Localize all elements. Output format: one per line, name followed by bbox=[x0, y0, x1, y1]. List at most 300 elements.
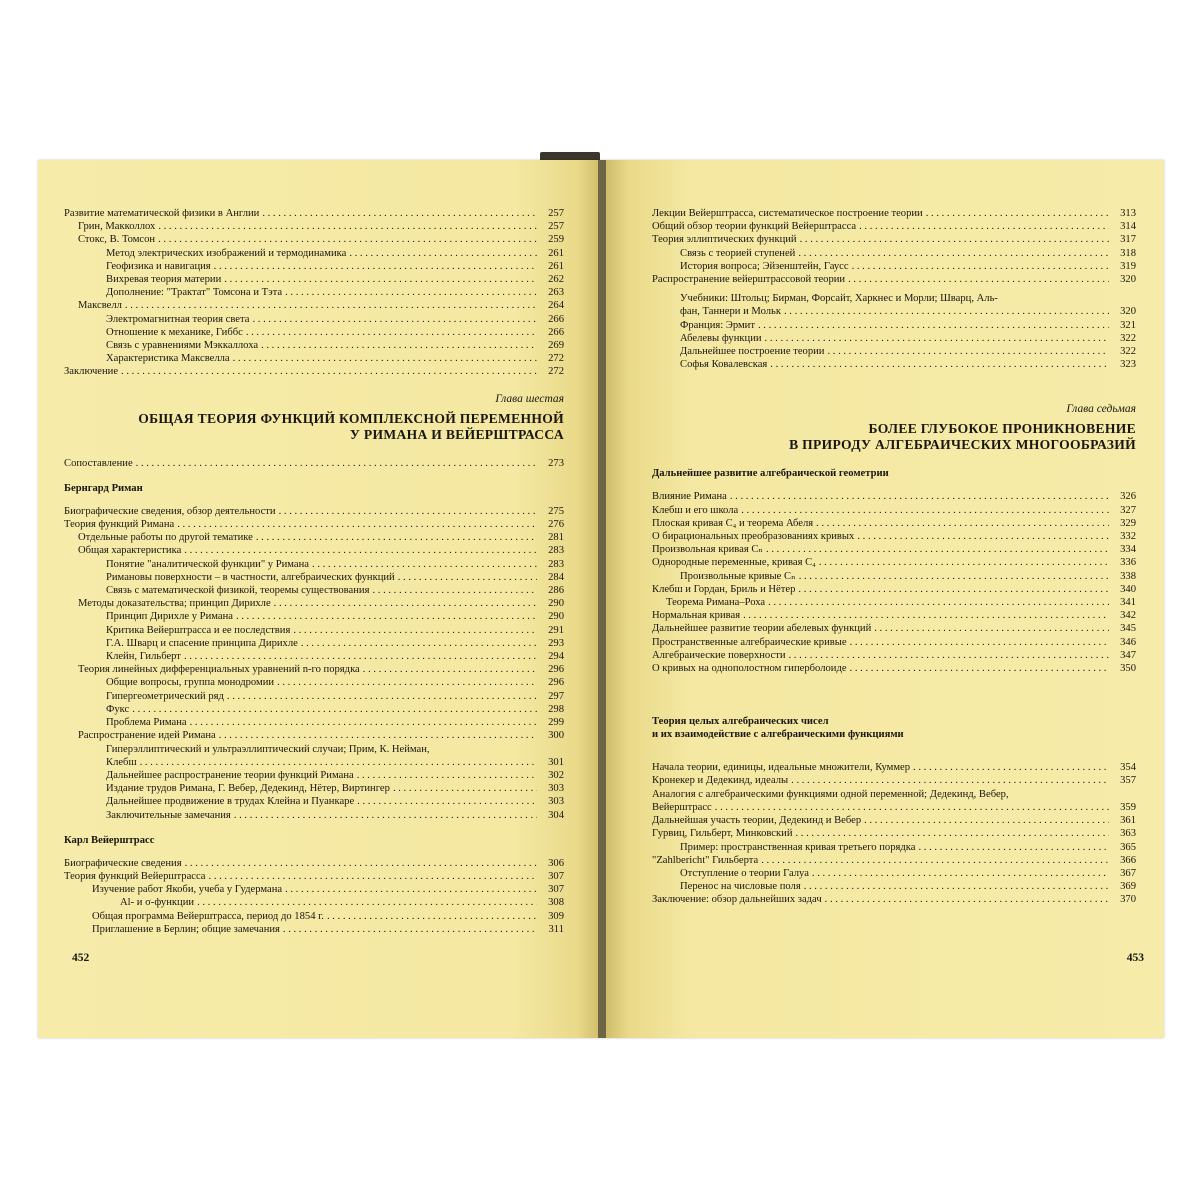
entry-title: Г.А. Шварц и спасение принципа Дирихле bbox=[106, 637, 298, 649]
entry-title: Влияние Римана bbox=[652, 491, 727, 503]
dot-leader bbox=[859, 220, 1109, 233]
entry-title: Клебш bbox=[106, 756, 137, 768]
entry-title: Пример: пространственная кривая третьего порядка bbox=[680, 841, 916, 853]
entry-title: Дополнение: "Трактат" Томсона и Тэта bbox=[106, 287, 283, 299]
dot-leader bbox=[301, 637, 537, 650]
entry-page: 320 bbox=[1120, 306, 1136, 318]
entry-page: 370 bbox=[1120, 894, 1136, 906]
entry-page: 361 bbox=[1120, 815, 1136, 827]
entry-page: 283 bbox=[548, 545, 564, 557]
toc-entry bbox=[652, 530, 1136, 543]
dot-leader bbox=[252, 313, 537, 326]
toc-entry bbox=[652, 332, 1136, 345]
entry-title: Произвольные кривые Cₙ bbox=[680, 570, 796, 582]
entry-title: Дальнейшее распространение теории функций Римана bbox=[106, 769, 354, 781]
toc-entry bbox=[652, 814, 1136, 827]
toc-entry bbox=[64, 795, 564, 808]
dot-leader bbox=[850, 662, 1109, 675]
section-heading: Карл Вейерштрасс bbox=[64, 834, 155, 846]
entry-title: Издание трудов Римана, Г. Вебер, Дедекинд, Нётер, Виртингер bbox=[106, 783, 390, 795]
dot-leader bbox=[125, 299, 537, 312]
entry-page: 357 bbox=[1120, 775, 1136, 787]
entry-title: Софья Ковалевская bbox=[680, 359, 768, 371]
dot-leader bbox=[363, 663, 537, 676]
entry-title: Абелевы функции bbox=[680, 332, 762, 344]
left-page bbox=[38, 160, 600, 1038]
entry-page: 296 bbox=[548, 677, 564, 689]
entry-page: 286 bbox=[548, 585, 564, 597]
right-toc bbox=[652, 207, 1136, 907]
entry-title: Нормальная кривая bbox=[652, 610, 741, 622]
entry-page: 365 bbox=[1120, 841, 1136, 853]
entry-title: Дальнейшая участь теории, Дедекинд и Вебер bbox=[652, 815, 862, 827]
entry-title: Электромагнитная теория света bbox=[106, 313, 250, 325]
entry-page: 259 bbox=[548, 234, 564, 246]
dot-leader bbox=[874, 622, 1109, 635]
entry-page: 261 bbox=[548, 247, 564, 259]
dot-leader bbox=[789, 649, 1110, 662]
entry-page: 332 bbox=[1120, 531, 1136, 543]
entry-title: О кривых на однополостном гиперболоиде bbox=[652, 663, 847, 675]
entry-page: 321 bbox=[1120, 319, 1136, 331]
entry-page: 303 bbox=[548, 796, 564, 808]
entry-page: 317 bbox=[1120, 234, 1136, 246]
entry-title: Приглашение в Берлин; общие замечания bbox=[92, 923, 280, 935]
entry-title: Общая характеристика bbox=[78, 545, 182, 557]
toc-entry bbox=[652, 273, 1136, 286]
toc-entry bbox=[652, 622, 1136, 635]
chapter-label: Глава седьмая bbox=[1066, 403, 1136, 416]
entry-page: 297 bbox=[548, 690, 564, 702]
dot-leader bbox=[185, 857, 537, 870]
toc-entry bbox=[652, 504, 1136, 517]
entry-title: Характеристика Максвелла bbox=[106, 353, 230, 365]
entry-page: 257 bbox=[548, 208, 564, 219]
entry-page: 266 bbox=[548, 313, 564, 325]
entry-page: 322 bbox=[1120, 346, 1136, 358]
toc-entry bbox=[64, 910, 564, 923]
toc-entry: Учебники: Штольц; Бирман, Форсайт, Харкнес и Морли; Шварц, Аль- bbox=[680, 293, 998, 305]
entry-page: 314 bbox=[1120, 221, 1136, 233]
toc-entry bbox=[64, 663, 564, 676]
toc-entry bbox=[652, 220, 1136, 233]
toc-entry bbox=[652, 570, 1136, 583]
entry-title: Стокс, В. Томсон bbox=[78, 234, 156, 246]
entry-page: 319 bbox=[1120, 260, 1136, 272]
toc-entry bbox=[652, 801, 1136, 814]
toc-entry bbox=[64, 558, 564, 571]
dot-leader bbox=[799, 570, 1109, 583]
entry-title: Общие вопросы, группа монодромии bbox=[106, 677, 275, 689]
dot-leader bbox=[784, 305, 1109, 318]
dot-leader bbox=[913, 761, 1109, 774]
toc-entry bbox=[64, 729, 564, 742]
dot-leader bbox=[283, 923, 537, 936]
entry-page: 302 bbox=[548, 769, 564, 781]
right-page bbox=[606, 160, 1164, 1038]
toc-entry bbox=[64, 299, 564, 312]
toc-entry bbox=[64, 260, 564, 273]
dot-leader bbox=[234, 809, 537, 822]
dot-leader bbox=[796, 827, 1110, 840]
dot-leader bbox=[827, 345, 1109, 358]
entry-title: фан, Таннери и Мольк bbox=[680, 306, 781, 318]
entry-page: 275 bbox=[548, 505, 564, 517]
toc-entry bbox=[652, 556, 1136, 569]
entry-page: 313 bbox=[1120, 208, 1136, 219]
dot-leader bbox=[812, 867, 1109, 880]
dot-leader bbox=[236, 610, 537, 623]
dot-leader bbox=[393, 782, 537, 795]
entry-title: Общий обзор теории функций Вейерштрасса bbox=[652, 221, 857, 233]
entry-title: Римановы поверхности – в частности, алгебраических функций bbox=[106, 571, 395, 583]
entry-title: Теорема Римана–Роха bbox=[666, 597, 766, 609]
toc-entry bbox=[652, 358, 1136, 371]
dot-leader bbox=[852, 260, 1109, 273]
toc-entry: Аналогия с алгебраическими функциями одной переменной; Дедекинд, Вебер, bbox=[652, 788, 1009, 800]
dot-leader bbox=[819, 556, 1109, 569]
dot-leader bbox=[761, 854, 1109, 867]
entry-page: 281 bbox=[548, 532, 564, 544]
entry-title: Теория линейных дифференциальных уравнений n-го порядка bbox=[78, 664, 360, 676]
entry-title: Заключение: обзор дальнейших задач bbox=[652, 894, 822, 906]
dot-leader bbox=[816, 517, 1109, 530]
page-number: 453 bbox=[1126, 952, 1144, 964]
entry-title: Клейн, Гильберт bbox=[106, 651, 181, 663]
toc-entry bbox=[652, 260, 1136, 273]
dot-leader bbox=[197, 896, 537, 909]
section-heading: Теория целых алгебраических чисел и их взаимодействие с алгебраическими функциями bbox=[652, 716, 904, 741]
dot-leader bbox=[209, 870, 537, 883]
toc-entry bbox=[64, 584, 564, 597]
entry-title: Вейерштрасс bbox=[652, 801, 712, 813]
entry-title: Биографические сведения, обзор деятельности bbox=[64, 505, 276, 517]
toc-entry bbox=[64, 352, 564, 365]
toc-entry bbox=[64, 650, 564, 663]
entry-page: 272 bbox=[548, 366, 564, 378]
entry-page: 263 bbox=[548, 287, 564, 299]
dot-leader bbox=[765, 332, 1109, 345]
toc-entry bbox=[64, 273, 564, 286]
dot-leader bbox=[327, 910, 537, 923]
toc-entry bbox=[64, 769, 564, 782]
toc-entry bbox=[652, 319, 1136, 332]
entry-page: 346 bbox=[1120, 636, 1136, 648]
entry-title: "Zahlbericht" Гильберта bbox=[652, 854, 759, 866]
entry-title: Принцип Дирихле у Римана bbox=[106, 611, 233, 623]
toc-entry bbox=[64, 610, 564, 623]
entry-title: Метод электрических изображений и термодинамика bbox=[106, 247, 347, 259]
entry-page: 300 bbox=[548, 730, 564, 742]
entry-title: Кронекер и Дедекинд, идеалы bbox=[652, 775, 789, 787]
toc-entry bbox=[64, 313, 564, 326]
toc-entry bbox=[64, 531, 564, 544]
entry-title: Алгебраические поверхности bbox=[652, 649, 786, 661]
entry-title: Критика Вейерштрасса и ее последствия bbox=[106, 624, 291, 636]
entry-page: 326 bbox=[1120, 491, 1136, 503]
dot-leader bbox=[791, 774, 1109, 787]
entry-page: 340 bbox=[1120, 583, 1136, 595]
entry-title: Гипергеометрический ряд bbox=[106, 690, 224, 702]
entry-page: 311 bbox=[548, 923, 564, 935]
dot-leader bbox=[184, 650, 537, 663]
dot-leader bbox=[766, 543, 1109, 556]
entry-page: 261 bbox=[548, 260, 564, 272]
entry-page: 318 bbox=[1120, 247, 1136, 259]
section-heading: Бернгард Риман bbox=[64, 482, 143, 494]
toc-entry bbox=[652, 543, 1136, 556]
entry-page: 264 bbox=[548, 300, 564, 312]
entry-page: 304 bbox=[548, 809, 564, 821]
entry-page: 276 bbox=[548, 519, 564, 531]
entry-title: Понятие "аналитической функции" у Римана bbox=[106, 558, 310, 570]
chapter-title: БОЛЕЕ ГЛУБОКОЕ ПРОНИКНОВЕНИЕ В ПРИРОДУ АЛГЕБРАИЧЕСКИХ МНОГООБРАЗИЙ bbox=[789, 421, 1136, 453]
dot-leader bbox=[864, 814, 1109, 827]
entry-page: 334 bbox=[1120, 544, 1136, 556]
dot-leader bbox=[715, 801, 1109, 814]
toc-entry bbox=[652, 517, 1136, 530]
entry-page: 290 bbox=[548, 611, 564, 623]
dot-leader bbox=[227, 690, 537, 703]
toc-entry bbox=[64, 233, 564, 246]
entry-title: Вихревая теория материи bbox=[106, 274, 222, 286]
entry-page: 296 bbox=[548, 664, 564, 676]
entry-title: Франция: Эрмит bbox=[680, 319, 755, 331]
dot-leader bbox=[233, 352, 537, 365]
toc-entry bbox=[652, 774, 1136, 787]
entry-title: Гурвиц, Гильберт, Минковский bbox=[652, 828, 793, 840]
toc-entry bbox=[64, 703, 564, 716]
entry-title: Начала теории, единицы, идеальные множители, Куммер bbox=[652, 762, 911, 774]
entry-title: Клебш и его школа bbox=[652, 504, 739, 516]
toc-entry bbox=[64, 624, 564, 637]
dot-leader bbox=[926, 207, 1109, 220]
toc-entry bbox=[64, 365, 564, 378]
dot-leader bbox=[262, 207, 537, 220]
toc-entry bbox=[64, 637, 564, 650]
entry-title: История вопроса; Эйзенштейн, Гаусс bbox=[680, 260, 849, 272]
entry-page: 323 bbox=[1120, 359, 1136, 371]
entry-title: Перенос на числовые поля bbox=[680, 881, 801, 893]
entry-page: 327 bbox=[1120, 504, 1136, 516]
toc-entry bbox=[652, 233, 1136, 246]
dot-leader bbox=[800, 233, 1109, 246]
dot-leader bbox=[768, 596, 1109, 609]
dot-leader bbox=[798, 247, 1109, 260]
toc-entry bbox=[652, 609, 1136, 622]
entry-page: 342 bbox=[1120, 610, 1136, 622]
entry-page: 273 bbox=[548, 457, 564, 469]
toc-entry bbox=[652, 305, 1136, 318]
dot-leader bbox=[312, 558, 537, 571]
dot-leader bbox=[184, 544, 537, 557]
toc-entry bbox=[64, 505, 564, 518]
entry-title: Теория функций Вейерштрасса bbox=[64, 870, 206, 882]
dot-leader bbox=[279, 505, 537, 518]
section-heading: Дальнейшее развитие алгебраической геометрии bbox=[652, 468, 889, 480]
entry-page: 308 bbox=[548, 897, 564, 909]
toc-entry bbox=[652, 893, 1136, 906]
toc-entry bbox=[64, 544, 564, 557]
entry-title: Отношение к механике, Гиббс bbox=[106, 326, 243, 338]
toc-entry bbox=[652, 880, 1136, 893]
dot-leader bbox=[285, 286, 537, 299]
entry-title: Произвольная кривая Cₙ bbox=[652, 544, 764, 556]
entry-title: Общая программа Вейерштрасса, период до 1854 г. bbox=[92, 910, 324, 922]
dot-leader bbox=[770, 358, 1109, 371]
entry-page: 329 bbox=[1120, 517, 1136, 529]
toc-entry bbox=[652, 207, 1136, 220]
dot-leader bbox=[918, 841, 1109, 854]
toc-entry bbox=[652, 854, 1136, 867]
dot-leader bbox=[349, 247, 537, 260]
entry-page: 309 bbox=[548, 910, 564, 922]
entry-title: Геофизика и навигация bbox=[106, 260, 211, 272]
toc-entry bbox=[652, 636, 1136, 649]
dot-leader bbox=[132, 703, 537, 716]
entry-page: 350 bbox=[1120, 663, 1136, 675]
dot-leader bbox=[219, 729, 537, 742]
toc-entry bbox=[64, 809, 564, 822]
toc-entry bbox=[64, 782, 564, 795]
entry-page: 306 bbox=[548, 857, 564, 869]
toc-entry bbox=[652, 247, 1136, 260]
page-number: 452 bbox=[72, 952, 90, 964]
entry-title: Проблема Римана bbox=[106, 717, 187, 729]
entry-title: Отступление о теории Галуа bbox=[680, 867, 809, 879]
dot-leader bbox=[274, 597, 537, 610]
toc-entry bbox=[652, 490, 1136, 503]
toc-entry bbox=[64, 220, 564, 233]
dot-leader bbox=[825, 893, 1109, 906]
toc-entry bbox=[652, 583, 1136, 596]
toc-entry bbox=[64, 756, 564, 769]
entry-title: Методы доказательства; принцип Дирихле bbox=[78, 598, 271, 610]
toc-entry bbox=[64, 339, 564, 352]
entry-page: 354 bbox=[1120, 762, 1136, 774]
entry-title: Изучение работ Якоби, учеба у Гудермана bbox=[92, 884, 283, 896]
dot-leader bbox=[857, 530, 1109, 543]
entry-title: Клебш и Гордан, Бриль и Нётер bbox=[652, 583, 796, 595]
dot-leader bbox=[357, 769, 537, 782]
entry-title: Заключение bbox=[64, 366, 119, 378]
dot-leader bbox=[190, 716, 537, 729]
entry-title: Al- и σ-функции bbox=[120, 897, 195, 909]
toc-entry bbox=[652, 662, 1136, 675]
toc-entry bbox=[64, 207, 564, 220]
dot-leader bbox=[277, 676, 537, 689]
entry-title: Отдельные работы по другой тематике bbox=[78, 532, 253, 544]
dot-leader bbox=[850, 636, 1109, 649]
entry-page: 269 bbox=[548, 340, 564, 352]
entry-title: Дальнейшее продвижение в трудах Клейна и Пуанкаре bbox=[106, 796, 355, 808]
entry-page: 301 bbox=[548, 756, 564, 768]
toc-entry bbox=[652, 827, 1136, 840]
toc-entry bbox=[64, 870, 564, 883]
toc-entry bbox=[64, 457, 564, 470]
entry-page: 307 bbox=[548, 884, 564, 896]
dot-leader bbox=[804, 880, 1109, 893]
dot-leader bbox=[121, 365, 537, 378]
entry-page: 291 bbox=[548, 624, 564, 636]
toc-entry bbox=[64, 716, 564, 729]
dot-leader bbox=[372, 584, 537, 597]
entry-title: Связь с уравнениями Мэккаллоха bbox=[106, 340, 259, 352]
toc-entry bbox=[652, 649, 1136, 662]
toc-entry bbox=[64, 883, 564, 896]
dot-leader bbox=[398, 571, 537, 584]
dot-leader bbox=[136, 457, 537, 470]
dot-leader bbox=[357, 795, 537, 808]
left-toc bbox=[64, 207, 564, 936]
entry-title: Максвелл bbox=[78, 300, 122, 312]
dot-leader bbox=[214, 260, 537, 273]
entry-title: Лекции Вейерштрасса, систематическое построение теории bbox=[652, 208, 923, 219]
entry-title: Дальнейшее построение теории bbox=[680, 346, 825, 358]
dot-leader bbox=[758, 319, 1109, 332]
toc-entry bbox=[652, 345, 1136, 358]
entry-page: 262 bbox=[548, 274, 564, 286]
chapter-label: Глава шестая bbox=[495, 392, 564, 405]
entry-page: 359 bbox=[1120, 801, 1136, 813]
entry-page: 284 bbox=[548, 571, 564, 583]
chapter-title: ОБЩАЯ ТЕОРИЯ ФУНКЦИЙ КОМПЛЕКСНОЙ ПЕРЕМЕННОЙ У РИМАНА И ВЕЙЕРШТРАССА bbox=[138, 410, 564, 442]
toc-entry bbox=[64, 326, 564, 339]
entry-page: 336 bbox=[1120, 557, 1136, 569]
entry-page: 338 bbox=[1120, 570, 1136, 582]
entry-page: 366 bbox=[1120, 854, 1136, 866]
dot-leader bbox=[261, 339, 537, 352]
entry-page: 283 bbox=[548, 558, 564, 570]
dot-leader bbox=[743, 609, 1109, 622]
toc-entry bbox=[64, 857, 564, 870]
entry-page: 298 bbox=[548, 703, 564, 715]
toc-entry bbox=[64, 597, 564, 610]
toc-entry bbox=[64, 676, 564, 689]
dot-leader bbox=[256, 531, 537, 544]
dot-leader bbox=[798, 583, 1109, 596]
dot-leader bbox=[285, 883, 537, 896]
entry-title: О бирациональных преобразованиях кривых bbox=[652, 531, 855, 543]
toc-entry bbox=[652, 841, 1136, 854]
entry-page: 307 bbox=[548, 870, 564, 882]
dot-leader bbox=[158, 233, 537, 246]
dot-leader bbox=[177, 518, 537, 531]
toc-entry bbox=[652, 761, 1136, 774]
entry-title: Фукс bbox=[106, 703, 130, 715]
toc-entry bbox=[652, 867, 1136, 880]
toc-entry bbox=[652, 596, 1136, 609]
toc-entry bbox=[64, 896, 564, 909]
entry-title: Однородные переменные, кривая C₄ bbox=[652, 557, 816, 569]
dot-leader bbox=[140, 756, 537, 769]
dot-leader bbox=[224, 273, 537, 286]
entry-title: Биографические сведения bbox=[64, 857, 182, 869]
entry-title: Пространственные алгебраические кривые bbox=[652, 636, 847, 648]
entry-page: 345 bbox=[1120, 623, 1136, 635]
entry-page: 322 bbox=[1120, 332, 1136, 344]
entry-page: 293 bbox=[548, 637, 564, 649]
dot-leader bbox=[158, 220, 537, 233]
entry-page: 272 bbox=[548, 353, 564, 365]
dot-leader bbox=[741, 504, 1109, 517]
entry-title: Связь с математической физикой, теоремы существования bbox=[106, 585, 370, 597]
toc-entry: Гиперэллиптический и ультраэллиптический случаи; Прим, К. Нейман, bbox=[106, 743, 430, 755]
entry-page: 320 bbox=[1120, 274, 1136, 286]
dot-leader bbox=[293, 624, 537, 637]
toc-entry bbox=[64, 247, 564, 260]
entry-title: Грин, Макколлох bbox=[78, 221, 156, 233]
